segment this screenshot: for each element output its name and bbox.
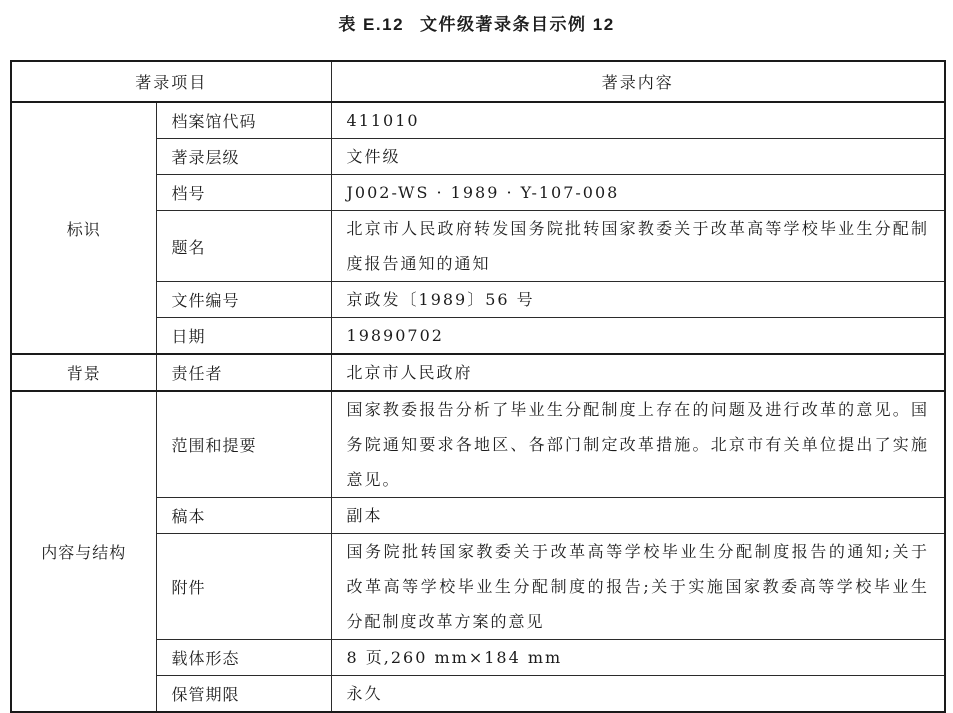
page-title — [0, 10, 953, 35]
content-value-cell: 国家教委报告分析了毕业生分配制度上存在的问题及进行改革的意见。国务院通知要求各地区、各部门制定改革措施。北京市有关单位提出了实施意见。 — [331, 391, 945, 498]
item-label-cell: 文件编号 — [156, 282, 331, 318]
content-value-cell: 文件级 — [331, 139, 945, 175]
content-value-cell: 19890702 — [331, 318, 945, 355]
item-label-cell: 载体形态 — [156, 640, 331, 676]
table-number-label: 表 E.12 — [338, 15, 405, 34]
header-row — [11, 61, 945, 102]
content-value-cell: 京政发〔1989〕56 号 — [331, 282, 945, 318]
table-row — [11, 102, 945, 139]
item-label-cell: 日期 — [156, 318, 331, 355]
item-label-cell: 著录层级 — [156, 139, 331, 175]
group-label-cell: 内容与结构 — [11, 391, 156, 712]
content-value-cell: 北京市人民政府转发国务院批转国家教委关于改革高等学校毕业生分配制度报告通知的通知 — [331, 211, 945, 282]
table-title-text: 文件级著录条目示例 12 — [420, 15, 615, 34]
item-label-cell: 附件 — [156, 534, 331, 640]
item-label-cell: 保管期限 — [156, 676, 331, 713]
content-value-cell: 411010 — [331, 102, 945, 139]
table-row — [11, 391, 945, 498]
content-value-cell: 永久 — [331, 676, 945, 713]
item-label-cell: 题名 — [156, 211, 331, 282]
catalog-table — [10, 60, 946, 713]
content-value-cell: 8 页,260 mm×184 mm — [331, 640, 945, 676]
content-value-cell: 副本 — [331, 498, 945, 534]
item-label-cell: 稿本 — [156, 498, 331, 534]
table-row — [11, 354, 945, 391]
group-label-cell: 背景 — [11, 354, 156, 391]
group-label-cell: 标识 — [11, 102, 156, 354]
header-item-column: 著录项目 — [11, 61, 331, 102]
item-label-cell: 责任者 — [156, 354, 331, 391]
item-label-cell: 档案馆代码 — [156, 102, 331, 139]
item-label-cell: 范围和提要 — [156, 391, 331, 498]
header-content-column: 著录内容 — [331, 61, 945, 102]
content-value-cell: 北京市人民政府 — [331, 354, 945, 391]
item-label-cell: 档号 — [156, 175, 331, 211]
content-value-cell: 国务院批转国家教委关于改革高等学校毕业生分配制度报告的通知;关于改革高等学校毕业生分配制度的报告;关于实施国家教委高等学校毕业生分配制度改革方案的意见 — [331, 534, 945, 640]
content-value-cell: J002-WS · 1989 · Y-107-008 — [331, 175, 945, 211]
catalog-table-body — [11, 102, 945, 712]
